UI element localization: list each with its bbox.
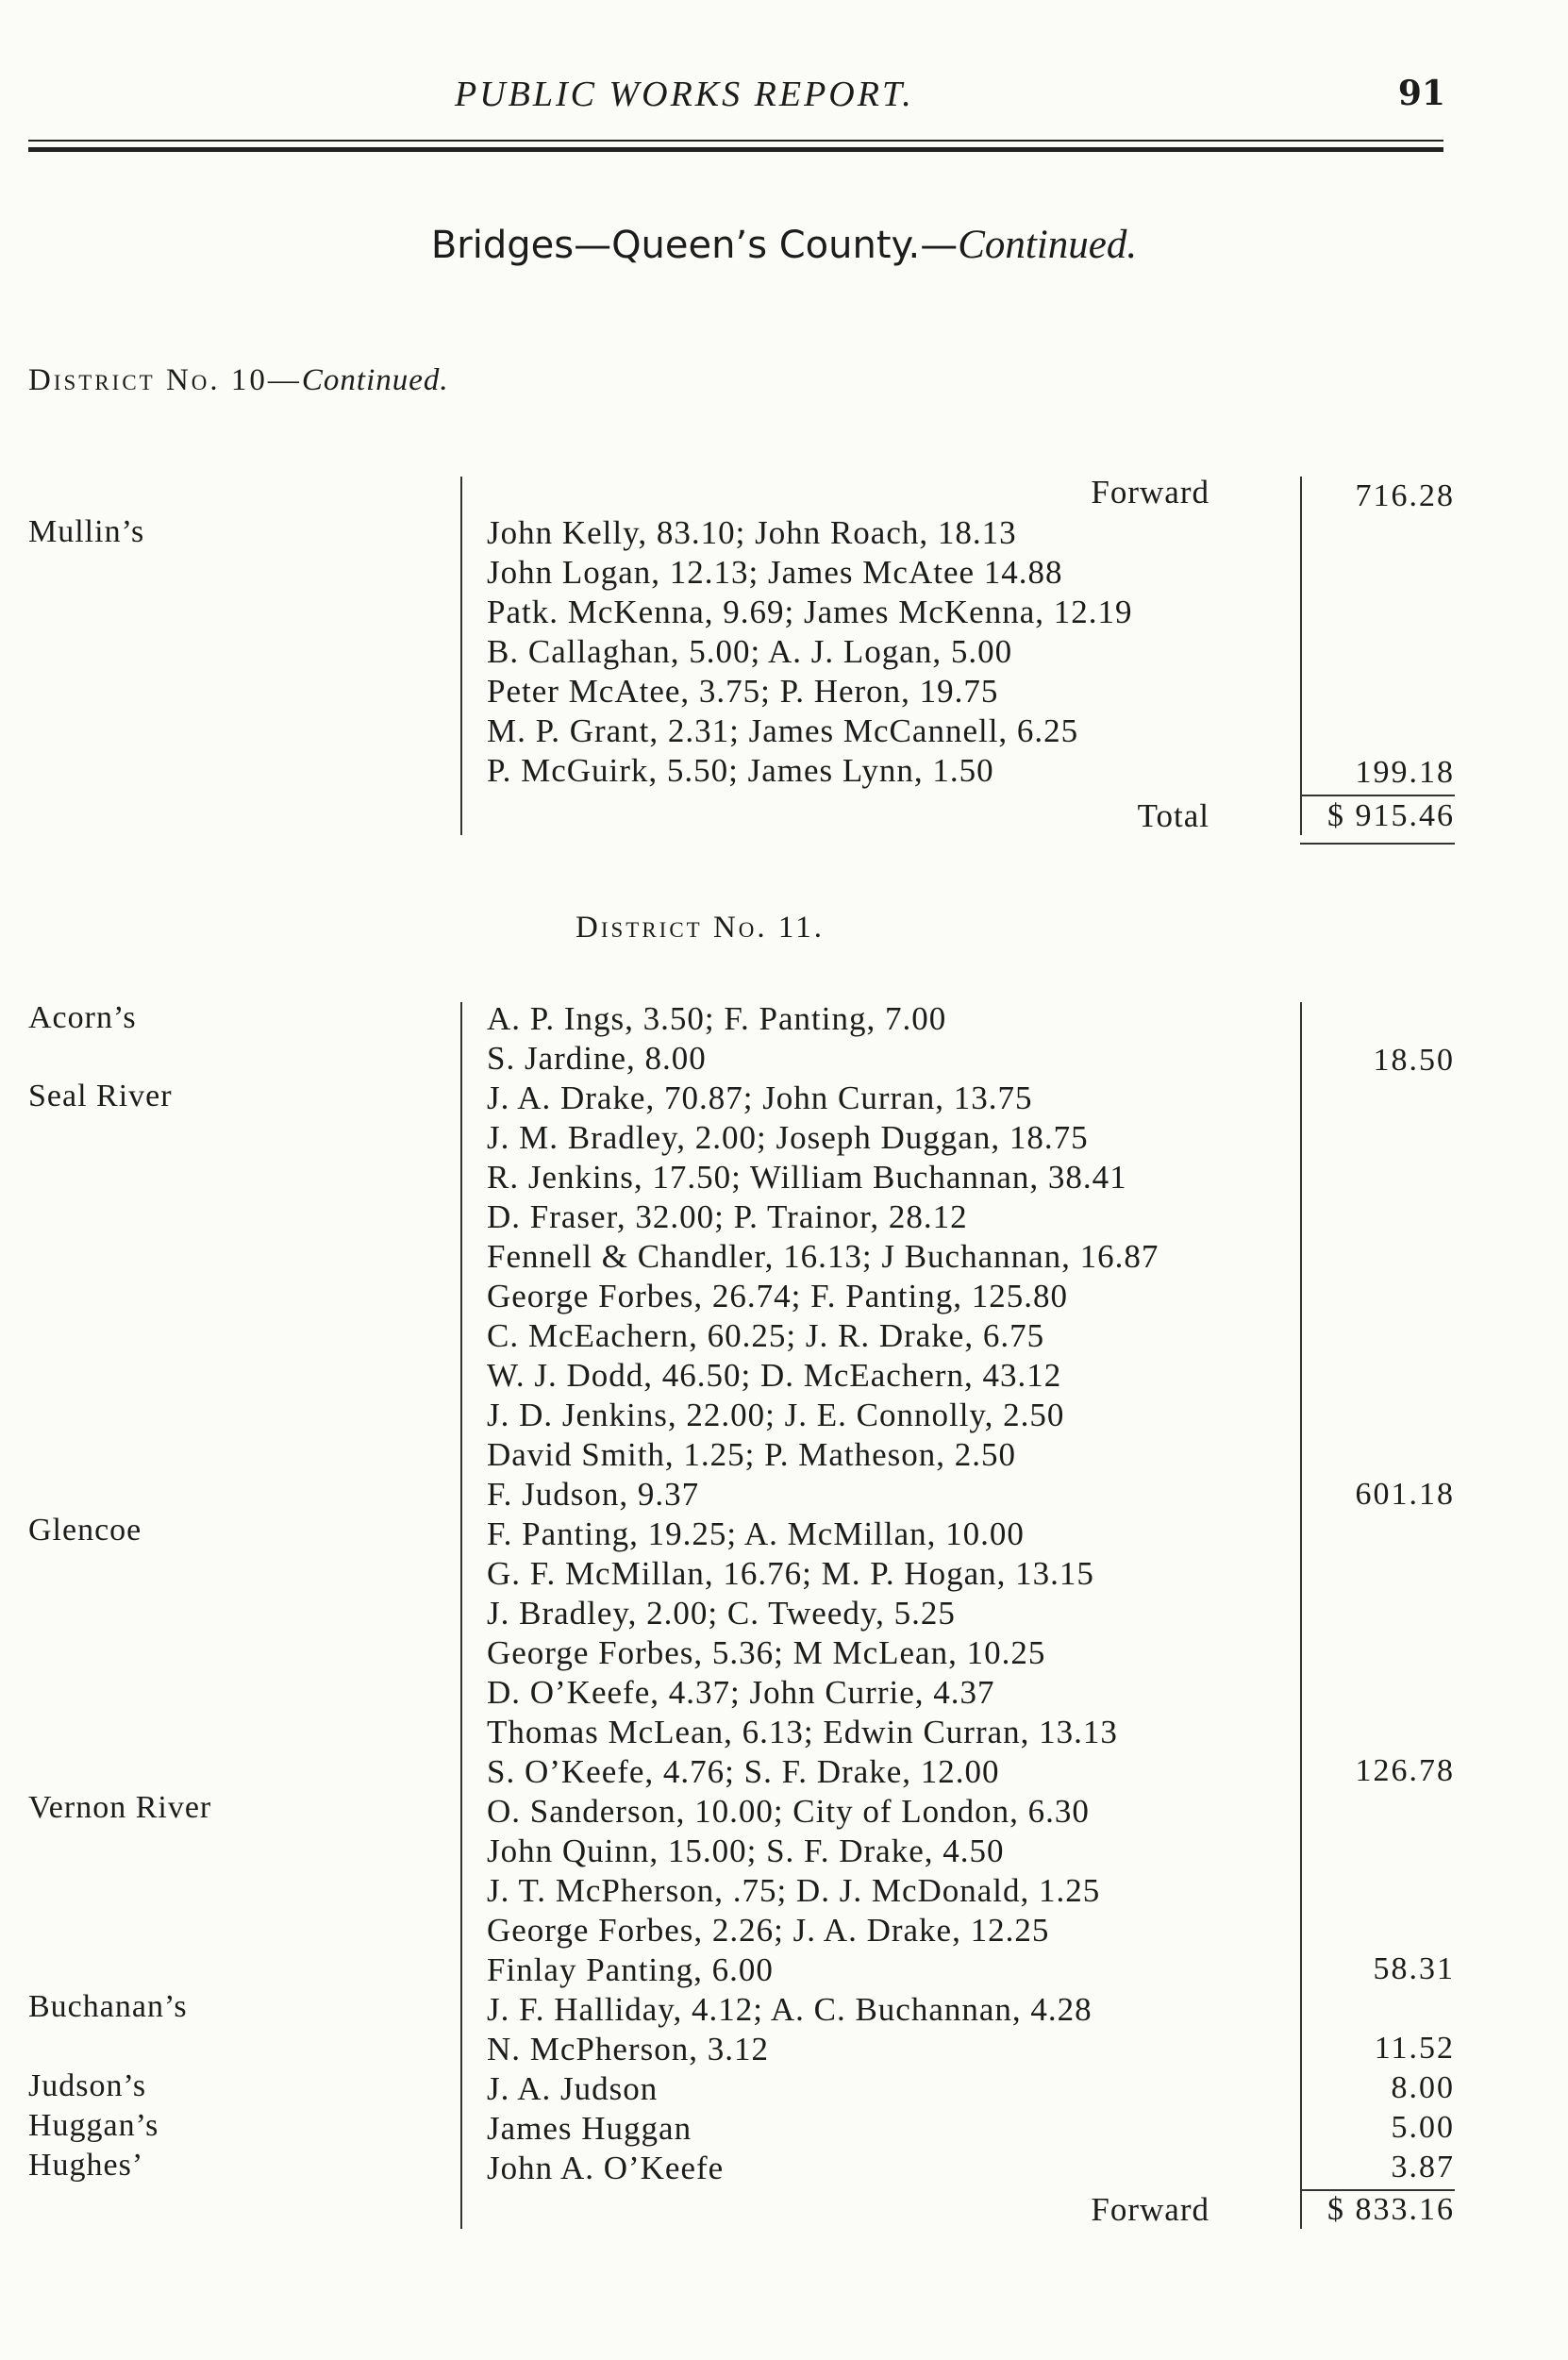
d10-subtotal: 199.18 [1355, 755, 1455, 790]
entry-line: Peter McAtee, 3.75; P. Heron, 19.75 [487, 673, 999, 710]
entry-line: Patk. McKenna, 9.69; James McKenna, 12.19 [487, 594, 1133, 630]
running-head-title: PUBLIC WORKS REPORT. [455, 75, 914, 114]
entry-line: J. A. Drake, 70.87; John Curran, 13.75 [487, 1080, 1033, 1116]
district-10-continued: Continued. [301, 363, 449, 397]
section-heading [0, 222, 1568, 268]
header-rule-thin [28, 140, 1443, 142]
entry-line: D. Fraser, 32.00; P. Trainor, 28.12 [487, 1198, 968, 1235]
district-10-label: District No. 10— [28, 363, 302, 397]
entry-line: Finlay Panting, 6.00 [487, 1951, 774, 1988]
entry-line: W. J. Dodd, 46.50; D. McEachern, 43.12 [487, 1357, 1062, 1394]
location-buchanans: Buchanan’s [28, 1989, 188, 2024]
entry-line: George Forbes, 5.36; M McLean, 10.25 [487, 1634, 1046, 1671]
section-heading-continued: Continued. [958, 223, 1138, 267]
entry-line: John A. O’Keefe [487, 2150, 725, 2186]
section-heading-main: Bridges—Queen’s County.— [430, 224, 959, 267]
entry-line: George Forbes, 26.74; F. Panting, 125.80 [487, 1278, 1068, 1314]
location-vernon-river: Vernon River [28, 1790, 212, 1825]
entry-line: O. Sanderson, 10.00; City of London, 6.30 [487, 1793, 1090, 1830]
entry-line: F. Judson, 9.37 [487, 1476, 700, 1513]
amount-huggans: 5.00 [1391, 2110, 1455, 2145]
location-hughes: Hughes’ [28, 2148, 144, 2183]
location-judsons: Judson’s [28, 2068, 147, 2103]
entry-line: Fennell & Chandler, 16.13; J Buchannan, 16.87 [487, 1238, 1159, 1275]
entry-line: Thomas McLean, 6.13; Edwin Curran, 13.13 [487, 1714, 1118, 1750]
entry-line: J. A. Judson [487, 2070, 659, 2107]
entry-line: J. Bradley, 2.00; C. Tweedy, 5.25 [487, 1595, 956, 1632]
entry-line: R. Jenkins, 17.50; William Buchannan, 38.41 [487, 1159, 1127, 1196]
total-rule [1300, 843, 1455, 845]
entry-line: M. P. Grant, 2.31; James McCannell, 6.25 [487, 712, 1079, 749]
d10-forward-label: Forward [1091, 474, 1209, 510]
column-rule-right-d11 [1300, 1002, 1302, 2229]
amount-judsons: 8.00 [1391, 2070, 1455, 2105]
entry-line: J. T. McPherson, .75; D. J. McDonald, 1.25 [487, 1872, 1101, 1909]
entry-line: J. M. Bradley, 2.00; Joseph Duggan, 18.75 [487, 1119, 1089, 1156]
location-mullins: Mullin’s [28, 514, 145, 549]
column-rule-right-d10 [1300, 477, 1302, 835]
entry-line: David Smith, 1.25; P. Matheson, 2.50 [487, 1436, 1017, 1473]
entry-line: G. F. McMillan, 16.76; M. P. Hogan, 13.15 [487, 1555, 1094, 1592]
entry-line: F. Panting, 19.25; A. McMillan, 10.00 [487, 1515, 1025, 1552]
entry-line: John Kelly, 83.10; John Roach, 18.13 [487, 514, 1017, 551]
amount-glencoe: 126.78 [1355, 1753, 1455, 1788]
page-number: 91 [1397, 74, 1445, 113]
entry-line: S. Jardine, 8.00 [487, 1040, 707, 1077]
district-10-heading [28, 363, 449, 398]
d11-forward-total: $ 833.16 [1327, 2192, 1455, 2227]
entry-line: George Forbes, 2.26; J. A. Drake, 12.25 [487, 1912, 1050, 1949]
entry-line: J. F. Halliday, 4.12; A. C. Buchannan, 4.28 [487, 1991, 1093, 2028]
forward-rule [1300, 2189, 1455, 2191]
entry-line: James Huggan [487, 2110, 692, 2147]
running-head [0, 74, 1568, 121]
d10-total-label: Total [1137, 797, 1209, 834]
entry-line: D. O’Keefe, 4.37; John Currie, 4.37 [487, 1674, 995, 1711]
entry-line: P. McGuirk, 5.50; James Lynn, 1.50 [487, 752, 994, 789]
entry-line: C. McEachern, 60.25; J. R. Drake, 6.75 [487, 1317, 1045, 1354]
header-rule-thick [28, 147, 1443, 152]
amount-buchanans: 11.52 [1374, 2031, 1455, 2066]
d11-forward-label: Forward [1091, 2191, 1209, 2228]
subtotal-rule [1300, 795, 1455, 796]
entry-line: J. D. Jenkins, 22.00; J. E. Connolly, 2.50 [487, 1397, 1065, 1433]
entry-line: S. O’Keefe, 4.76; S. F. Drake, 12.00 [487, 1753, 1000, 1790]
d10-forward-amount: 716.28 [1355, 478, 1455, 513]
d10-total: $ 915.46 [1327, 798, 1455, 833]
amount-vernon-river: 58.31 [1373, 1951, 1455, 1986]
entry-line: N. McPherson, 3.12 [487, 2031, 769, 2067]
entry-line: B. Callaghan, 5.00; A. J. Logan, 5.00 [487, 633, 1013, 670]
location-glencoe: Glencoe [28, 1513, 142, 1548]
location-acorns: Acorn’s [28, 1000, 137, 1035]
location-seal-river: Seal River [28, 1079, 173, 1113]
entry-line: John Logan, 12.13; James McAtee 14.88 [487, 554, 1063, 591]
amount-acorns: 18.50 [1373, 1043, 1455, 1078]
entry-line: A. P. Ings, 3.50; F. Panting, 7.00 [487, 1000, 947, 1037]
column-rule-left-d10 [460, 477, 462, 835]
column-rule-left-d11 [460, 1002, 462, 2229]
entry-line: John Quinn, 15.00; S. F. Drake, 4.50 [487, 1833, 1005, 1869]
location-huggans: Huggan’s [28, 2108, 159, 2143]
amount-hughes: 3.87 [1391, 2150, 1455, 2184]
amount-seal-river: 601.18 [1355, 1477, 1455, 1512]
district-11-heading: District No. 11. [575, 911, 825, 945]
